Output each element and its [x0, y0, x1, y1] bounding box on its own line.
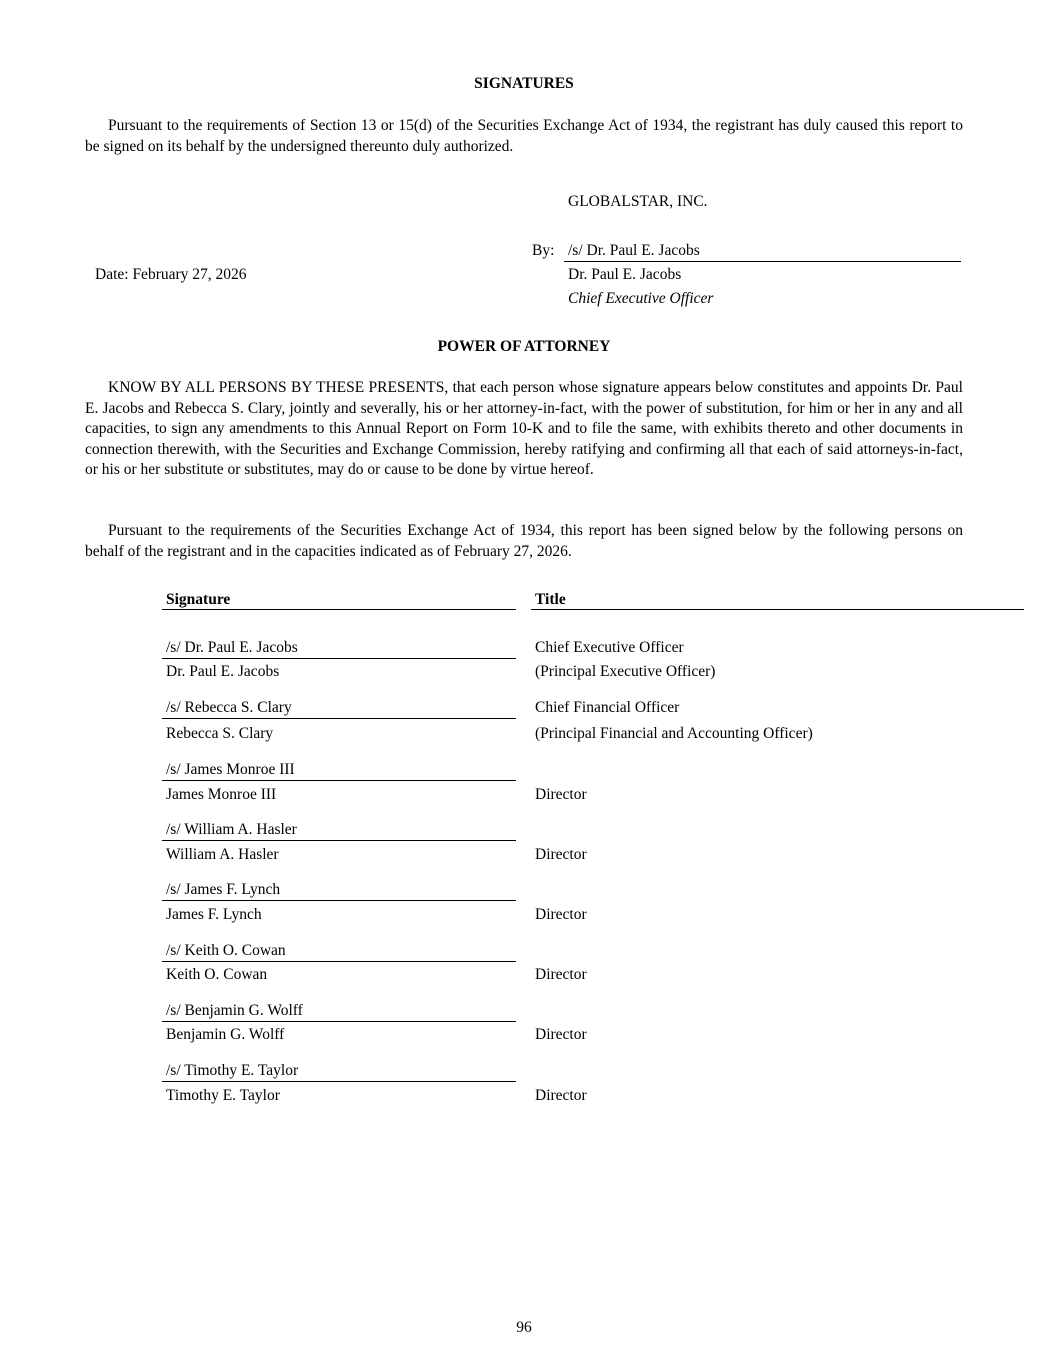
signer-name: Rebecca S. Clary: [166, 725, 274, 742]
signer-signature-line: [162, 1081, 516, 1082]
signer-signature-line: [162, 900, 516, 901]
page-number: 96: [516, 1319, 532, 1336]
signer-signature: /s/ James F. Lynch: [166, 881, 281, 898]
title-header-rule: [531, 609, 1024, 610]
signer-name: James Monroe III: [166, 786, 277, 803]
signer-signature: /s/ Benjamin G. Wolff: [166, 1002, 303, 1019]
signer-title: Director: [535, 966, 587, 983]
signer-signature: /s/ Rebecca S. Clary: [166, 699, 292, 716]
signer-title-detail: (Principal Executive Officer): [535, 663, 716, 680]
signer-title: Director: [535, 846, 587, 863]
signer-signature: /s/ Timothy E. Taylor: [166, 1062, 299, 1079]
signer-title: Director: [535, 1087, 587, 1104]
by-label: By:: [532, 242, 555, 259]
signer-signature: /s/ Dr. Paul E. Jacobs: [166, 639, 298, 656]
signature-column-header: Signature: [166, 591, 231, 608]
signer-signature-line: [162, 780, 516, 781]
signature-date: Date: February 27, 2026: [95, 266, 247, 283]
signatures-paragraph: Pursuant to the requirements of Section 13 or 15(d) of the Securities Exchange Act of 1934, the registrant has duly caused this report to be signed on its behalf by the undersigned thereunto duly authorized.: [85, 117, 963, 155]
signer-name: Benjamin G. Wolff: [166, 1026, 285, 1043]
company-name: GLOBALSTAR, INC.: [568, 193, 708, 210]
signer-signature-line: [162, 961, 516, 962]
signer-name: Timothy E. Taylor: [166, 1087, 280, 1104]
ceo-name: Dr. Paul E. Jacobs: [568, 266, 682, 283]
signer-signature: /s/ James Monroe III: [166, 761, 295, 778]
signer-title: Director: [535, 906, 587, 923]
signature-header-rule: [162, 609, 516, 610]
signer-signature-line: [162, 718, 516, 719]
signer-signature-line: [162, 1021, 516, 1022]
power-of-attorney-heading: POWER OF ATTORNEY: [437, 338, 611, 355]
signer-name: William A. Hasler: [166, 846, 279, 863]
signer-signature-line: [162, 840, 516, 841]
signer-signature: /s/ Keith O. Cowan: [166, 942, 286, 959]
power-of-attorney-paragraph: KNOW BY ALL PERSONS BY THESE PRESENTS, that each person whose signature appears below constitutes and appoints Dr. Paul E. Jacobs and Rebecca S. Clary, jointly and severally, his or her attorney-in-fact, with the power of substitution, for him or her in any and all capacities, to sign any amendments to this Annual Report on Form 10-K and to file the same, with exhibits thereto and other documents in connection therewith, with the Securities and Exchange Commission, hereby ratifying and confirming all that each of said attorneys-in-fact, or his or her substitute or substitutes, may do or cause to be done by virtue hereof.: [85, 379, 963, 478]
signatures-heading: SIGNATURES: [474, 75, 574, 92]
signer-title: Director: [535, 786, 587, 803]
signer-name: James F. Lynch: [166, 906, 262, 923]
signer-title: Director: [535, 1026, 587, 1043]
signer-title: Chief Financial Officer: [535, 699, 680, 716]
signer-signature-line: [162, 658, 516, 659]
signature-line: [564, 261, 961, 262]
signer-title: Chief Executive Officer: [535, 639, 684, 656]
signer-signature: /s/ William A. Hasler: [166, 821, 297, 838]
ceo-title: Chief Executive Officer: [568, 290, 714, 307]
title-column-header: Title: [535, 591, 566, 608]
capacities-paragraph: Pursuant to the requirements of the Securities Exchange Act of 1934, this report has been signed below by the following persons on behalf of the registrant and in the capacities indicated as of February 27, 2026.: [85, 522, 963, 560]
signer-name: Keith O. Cowan: [166, 966, 268, 983]
signer-title-detail: (Principal Financial and Accounting Officer): [535, 725, 813, 742]
ceo-signature: /s/ Dr. Paul E. Jacobs: [568, 242, 700, 259]
signer-name: Dr. Paul E. Jacobs: [166, 663, 280, 680]
